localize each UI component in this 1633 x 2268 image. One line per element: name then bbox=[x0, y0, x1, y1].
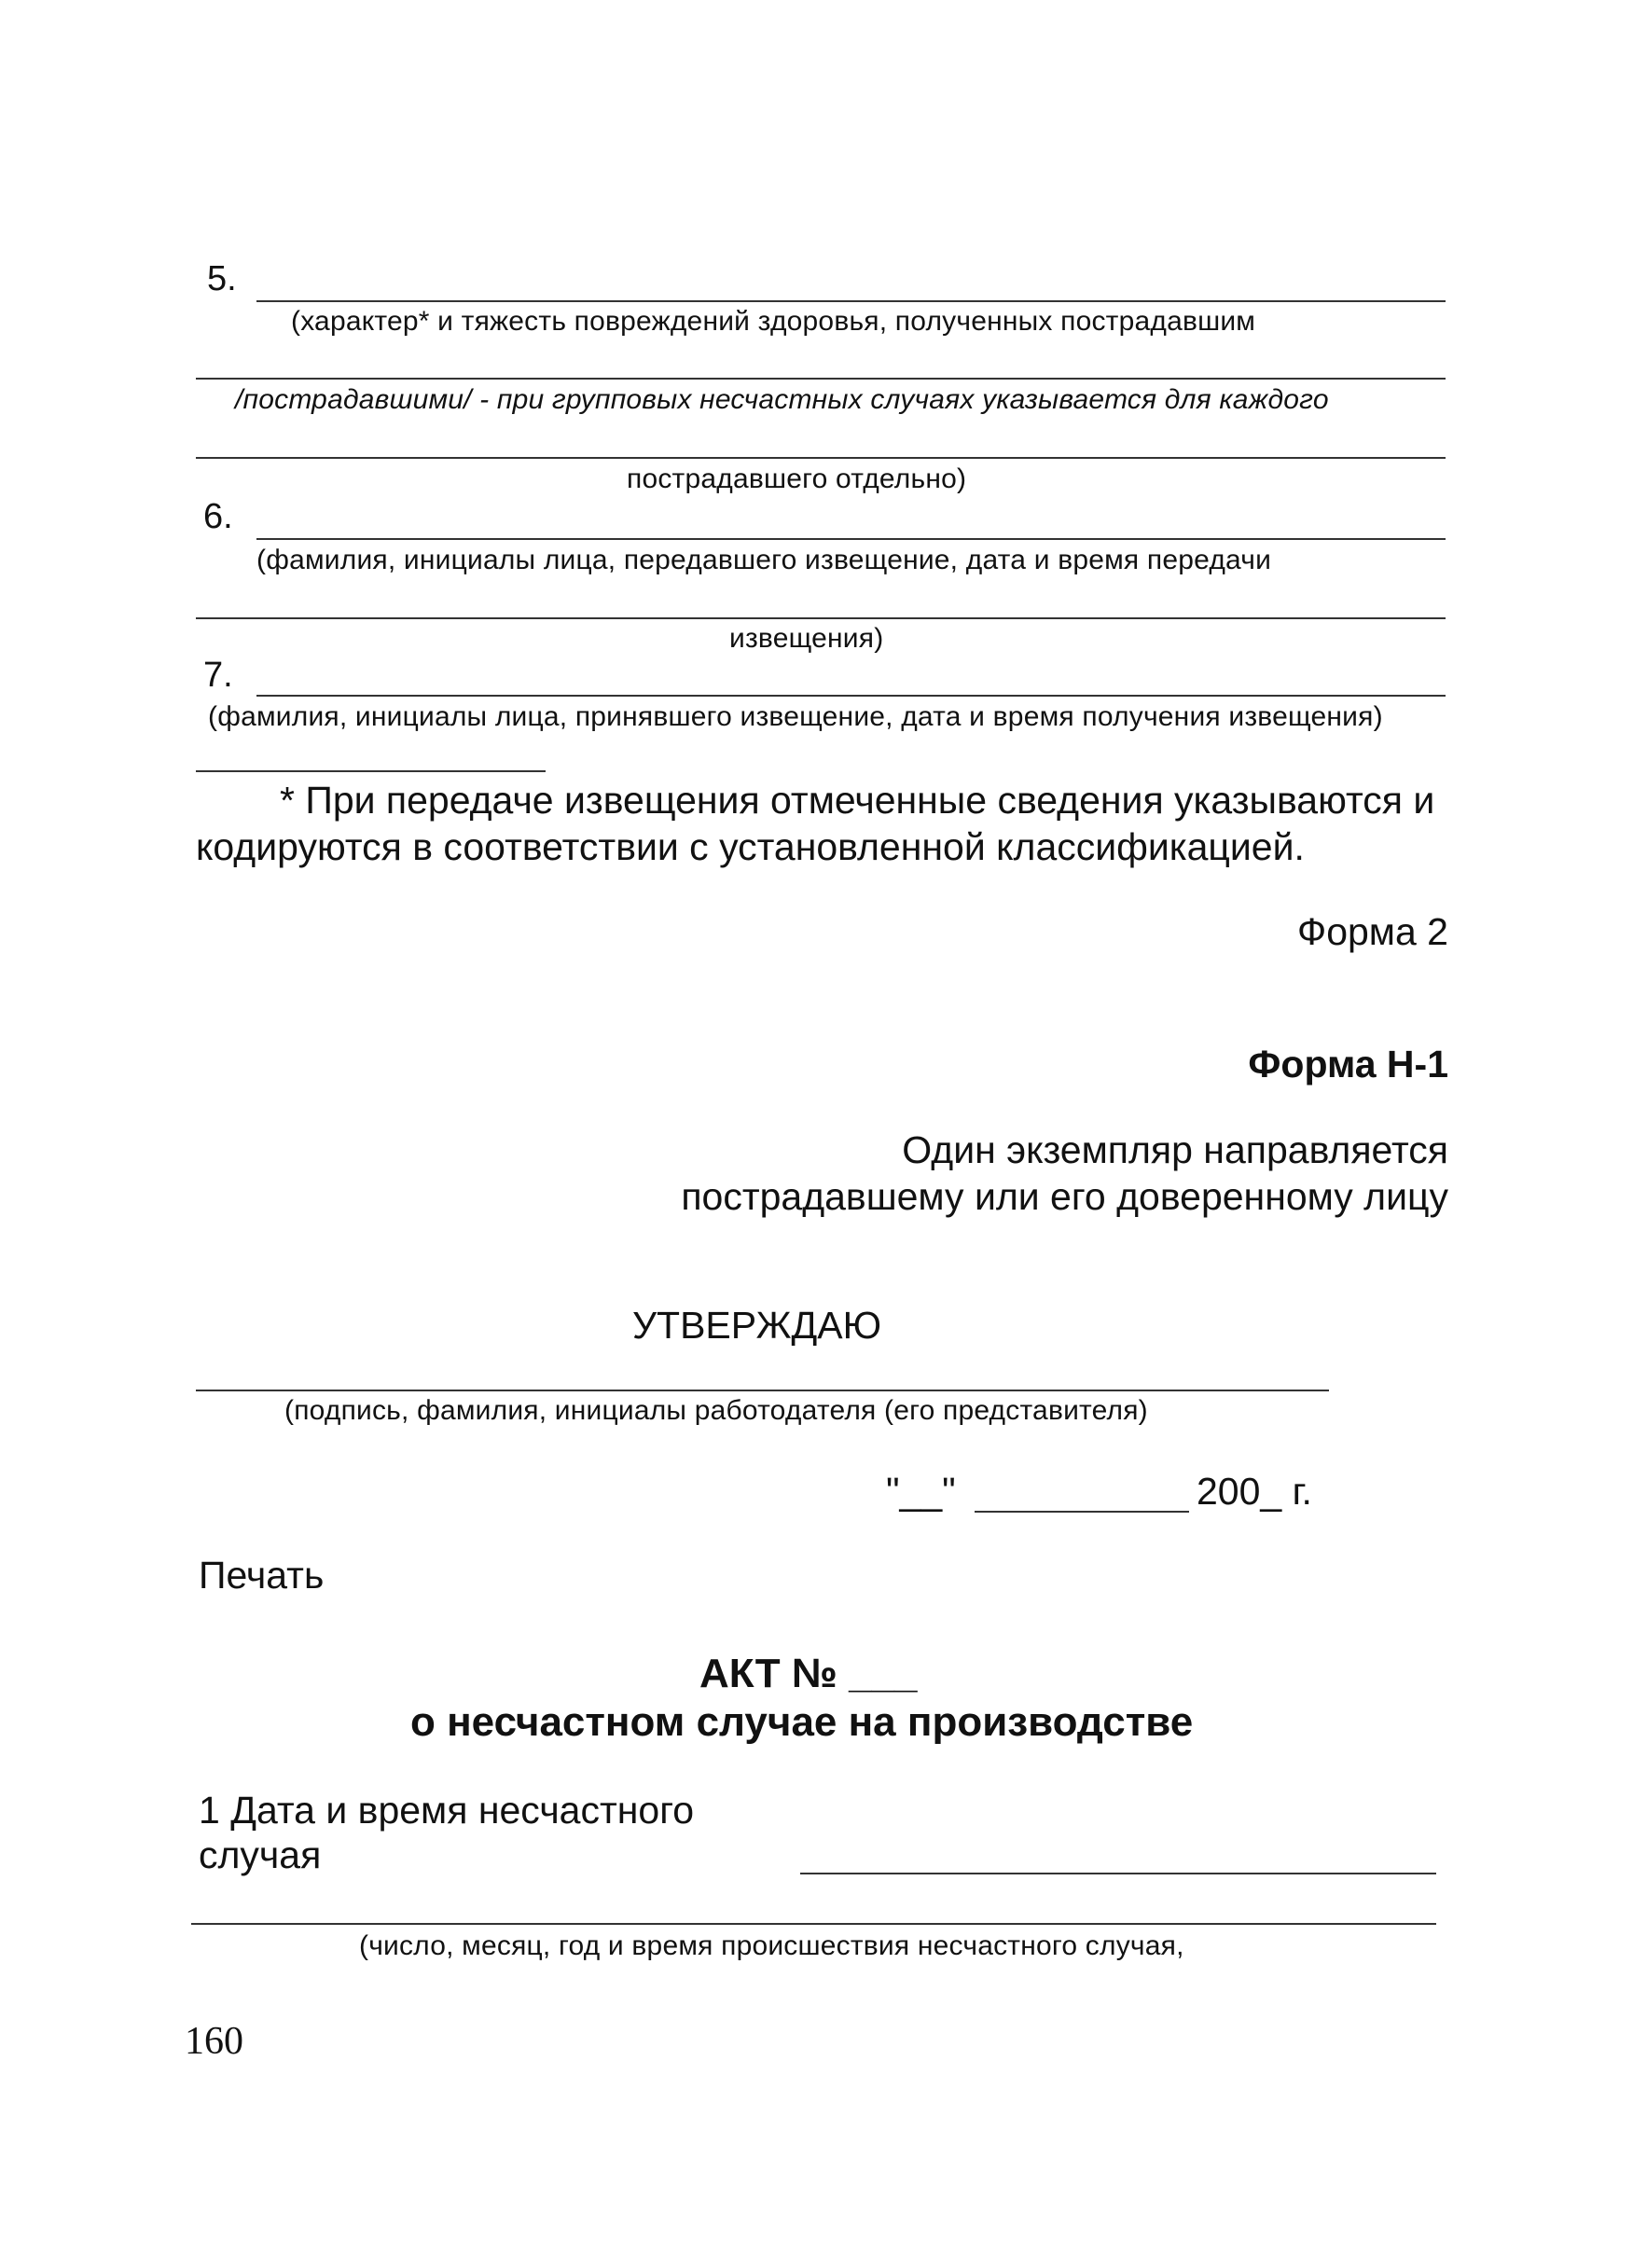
field-1-label-1: 1 Дата и время несчастного bbox=[199, 1789, 695, 1832]
item-5-fill-line bbox=[256, 300, 1446, 302]
field-1-fill-line bbox=[800, 1873, 1436, 1874]
copy-note-line-1: Один экземпляр направляется bbox=[902, 1128, 1448, 1171]
page-number: 160 bbox=[185, 2020, 243, 2063]
field-1-fill-line-2 bbox=[191, 1923, 1436, 1925]
act-subtitle: о несчастном случае на производстве bbox=[410, 1699, 1194, 1745]
field-1-caption: (число, месяц, год и время происшествия несчастного случая, bbox=[359, 1930, 1184, 1961]
approval-date-day: "__" bbox=[886, 1470, 956, 1513]
item-7-caption: (фамилия, инициалы лица, принявшего извещение, дата и время получения извещения) bbox=[208, 701, 1383, 732]
item-5-fill-line-3 bbox=[196, 457, 1446, 459]
item-7-fill-line bbox=[256, 695, 1446, 697]
footnote-separator bbox=[196, 770, 546, 772]
approval-signature-line bbox=[196, 1390, 1329, 1391]
approval-title: УТВЕРЖДАЮ bbox=[632, 1304, 882, 1347]
item-5-caption-2: /пострадавшими/ - при групповых несчастных случаях указывается для каждого bbox=[235, 384, 1329, 415]
item-6-fill-line bbox=[256, 538, 1446, 540]
item-5-fill-line-2 bbox=[196, 378, 1446, 380]
item-6-caption-2: извещения) bbox=[729, 623, 884, 654]
form-2-label: Форма 2 bbox=[1297, 910, 1448, 953]
item-6-fill-line-2 bbox=[196, 617, 1446, 619]
copy-note-line-2: пострадавшему или его доверенному лицу bbox=[681, 1175, 1448, 1218]
approval-date-year: 200_ г. bbox=[1197, 1470, 1312, 1513]
item-5-number: 5. bbox=[207, 259, 237, 298]
footnote-line-2: кодируются в соответствии с установленной классификацией. bbox=[196, 825, 1305, 868]
act-title: АКТ № ___ bbox=[699, 1651, 918, 1696]
form-h1-label: Форма Н-1 bbox=[1248, 1043, 1448, 1086]
approval-caption: (подпись, фамилия, инициалы работодателя (его представителя) bbox=[284, 1395, 1148, 1426]
field-1-label-2: случая bbox=[199, 1833, 322, 1876]
item-5-caption-1: (характер* и тяжесть повреждений здоровья, полученных пострадавшим bbox=[291, 306, 1256, 337]
approval-date-month-line bbox=[975, 1511, 1189, 1513]
item-5-caption-3: пострадавшего отдельно) bbox=[627, 463, 967, 494]
item-7-number: 7. bbox=[203, 656, 233, 695]
item-6-number: 6. bbox=[203, 497, 233, 536]
footnote-line-1: * При передаче извещения отмеченные сведения указываются и bbox=[280, 779, 1435, 822]
item-6-caption-1: (фамилия, инициалы лица, передавшего извещение, дата и время передачи bbox=[256, 545, 1272, 575]
stamp-label: Печать bbox=[199, 1554, 325, 1597]
